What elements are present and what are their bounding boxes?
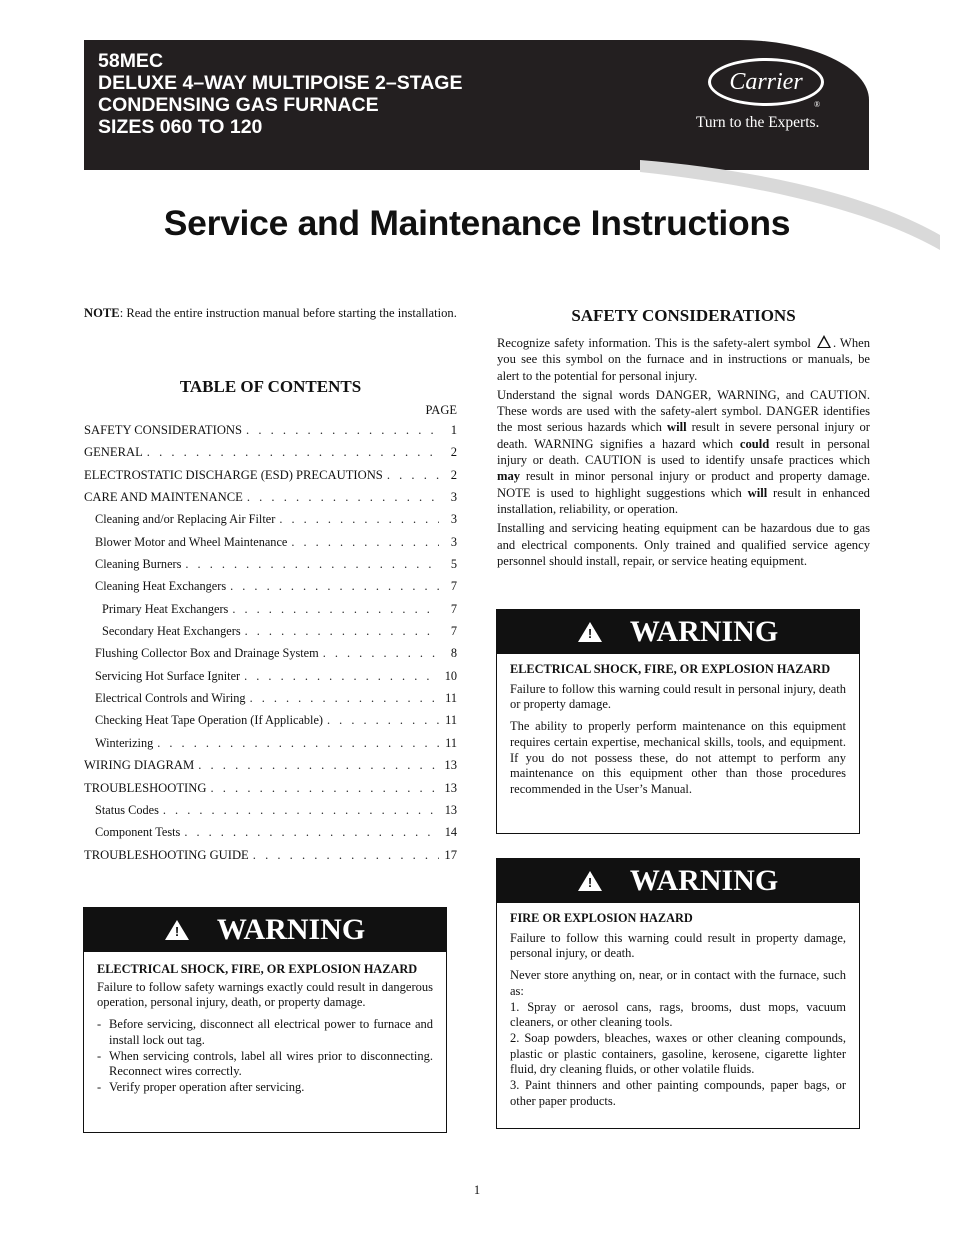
toc-entry-label: Servicing Hot Surface Igniter <box>95 668 241 683</box>
toc-entry-label: Cleaning and/or Replacing Air Filter <box>95 512 276 527</box>
toc-entry <box>84 848 457 870</box>
toc-entry-page: 5 <box>450 557 457 572</box>
warning-header <box>497 610 859 654</box>
warning-text: Never store anything on, near, or in contact with the furnace, such as: <box>510 968 846 998</box>
warning-header <box>84 908 446 952</box>
toc-entry-label: Cleaning Heat Exchangers <box>95 579 227 594</box>
warning-title: WARNING <box>216 913 366 946</box>
toc-entry-page: 3 <box>450 534 457 549</box>
warning-body <box>84 952 446 1104</box>
toc-entry-label: WIRING DIAGRAM <box>84 758 195 773</box>
toc-entry-page: 17 <box>444 847 457 862</box>
table-of-contents <box>84 423 457 870</box>
toc-entry <box>84 557 457 579</box>
toc-entry-label: TROUBLESHOOTING <box>84 780 207 795</box>
safety-paragraph-1: Recognize safety information. This is the safety‐alert symbol . When you see this symbol on the furnace and in instructions or manuals, be alert to the potential for personal injury. <box>497 336 870 383</box>
toc-entry <box>84 646 457 668</box>
registered-mark: ® <box>814 100 821 109</box>
warning-text: Failure to follow this warning could result in property damage, personal injury, or death. <box>510 930 846 961</box>
warning-triangle-icon: ! <box>578 622 602 642</box>
toc-leader-dots <box>327 713 439 728</box>
warning-triangle-icon: ! <box>165 920 189 940</box>
bullet-item: - Before servicing, disconnect all electrical power to furnace and install lock out tag. <box>97 1017 433 1047</box>
toc-entry-page: 2 <box>450 445 457 460</box>
toc-entry-page: 11 <box>445 735 457 750</box>
toc-entry-label: Flushing Collector Box and Drainage System <box>95 646 319 661</box>
toc-entry-label: TROUBLESHOOTING GUIDE <box>84 847 249 862</box>
toc-entry-label: SAFETY CONSIDERATIONS <box>84 423 243 437</box>
toc-entry <box>84 602 457 624</box>
warning-text: Failure to follow safety warnings exactly could result in dangerous operation, personal injury, death, or property damage. <box>97 979 433 1010</box>
toc-entry-page: 14 <box>444 825 457 840</box>
toc-leader-dots <box>323 646 439 661</box>
carrier-logo <box>690 58 850 148</box>
toc-entry <box>84 803 457 825</box>
toc-entry-label: Electrical Controls and Wiring <box>95 691 246 706</box>
toc-leader-dots <box>232 602 439 617</box>
note-text: : Read the entire instruction manual before starting the installation. <box>119 306 457 320</box>
hazard-title: ELECTRICAL SHOCK, FIRE, OR EXPLOSION HAZARD <box>510 662 831 676</box>
toc-page-label: PAGE <box>425 403 457 417</box>
toc-entry-page: 1 <box>450 423 457 437</box>
list-item: 1. Spray or aerosol cans, rags, brooms, dust mops, vacuum cleaners, or other cleaning tools. <box>510 999 846 1030</box>
product-title <box>98 50 462 138</box>
warning-text: Failure to follow this warning could result in personal injury, death or property damage. <box>510 681 846 712</box>
warning-title: WARNING <box>629 864 779 897</box>
toc-entry-label: Cleaning Burners <box>95 557 182 572</box>
toc-entry-page: 7 <box>450 579 457 594</box>
toc-leader-dots <box>279 512 439 527</box>
toc-leader-dots <box>184 825 439 840</box>
warning-text: The ability to properly perform maintenance on this equipment requires certain expertise, mechanical skills, tools, and equipment. If you do not possess these, do not attempt to perform any maintenance on this equipment other than those procedures recommended in the User’s Manual. <box>510 719 846 796</box>
toc-entry <box>84 423 457 445</box>
toc-leader-dots <box>157 736 439 751</box>
note-label: NOTE <box>84 306 120 320</box>
safety-paragraph-3: Installing and servicing heating equipment can be hazardous due to gas and electrical components. Only trained and qualified service agency personnel should install, repair, or service heating equipment. <box>497 521 870 568</box>
toc-entry <box>84 713 457 735</box>
toc-entry <box>84 758 457 780</box>
toc-entry-page: 13 <box>444 802 457 817</box>
toc-entry-label: GENERAL <box>84 445 143 460</box>
toc-entry <box>84 825 457 847</box>
toc-leader-dots <box>250 691 439 706</box>
toc-entry-label: Winterizing <box>95 735 154 750</box>
toc-leader-dots <box>291 535 439 550</box>
toc-leader-dots <box>387 468 439 483</box>
warning-box-electrical-right <box>496 609 860 834</box>
toc-entry <box>84 445 457 467</box>
toc-leader-dots <box>245 624 439 639</box>
toc-entry-page: 13 <box>444 758 457 773</box>
toc-entry-page: 7 <box>450 601 457 616</box>
toc-entry <box>84 624 457 646</box>
warning-box-electrical-left <box>83 907 447 1133</box>
toc-leader-dots <box>230 579 439 594</box>
toc-entry-page: 3 <box>450 490 457 505</box>
safety-paragraph-2: Understand the signal words DANGER, WARNING, and CAUTION. These words are used with the safety‐alert symbol. DANGER identifies the most serious hazards which will result in severe personal injury or death. WARNING signifies a hazard which could result in personal injury or death. CAUTION is used to identify unsafe practices which may result in minor personal injury or product and property damage. NOTE is used to highlight suggestions which will result in enhanced installation, reliability, or operation. <box>497 387 870 516</box>
toc-entry-page: 8 <box>450 646 457 661</box>
bullet-item: - Verify proper operation after servicing. <box>97 1079 305 1094</box>
toc-entry-label: ELECTROSTATIC DISCHARGE (ESD) PRECAUTIONS <box>84 467 383 482</box>
toc-entry-label: CARE AND MAINTENANCE <box>84 490 243 505</box>
toc-entry <box>84 512 457 534</box>
toc-leader-dots <box>185 557 439 572</box>
bullet-item: - When servicing controls, label all wires prior to disconnecting. Reconnect wires correctly. <box>97 1048 433 1079</box>
warning-box-fire <box>496 858 860 1129</box>
toc-entry-page: 11 <box>445 713 457 728</box>
warning-body <box>497 654 859 812</box>
logo-tagline: Turn to the Experts. <box>696 114 820 131</box>
safety-text <box>497 335 870 572</box>
toc-entry-label: Status Codes <box>95 802 159 817</box>
product-line-2: DELUXE 4–WAY MULTIPOISE 2–STAGE <box>98 72 463 94</box>
toc-entry-label: Secondary Heat Exchangers <box>102 624 241 639</box>
toc-entry <box>84 669 457 691</box>
product-line-3: CONDENSING GAS FURNACE <box>98 94 379 116</box>
toc-entry <box>84 579 457 601</box>
page-number: 1 <box>473 1183 481 1197</box>
list-item: 2. Soap powders, bleaches, waxes or other cleaning compounds, plastic or plastic containers, gasoline, kerosene, cigarette lighter fluid, dry cleaning fluids, or other volatile fluids. <box>510 1030 846 1077</box>
toc-leader-dots <box>210 781 439 796</box>
product-model: 58MEC <box>98 50 164 72</box>
product-sizes: SIZES 060 TO 120 <box>98 116 263 138</box>
toc-leader-dots <box>163 803 439 818</box>
logo-text: Carrier <box>729 68 803 95</box>
toc-entry <box>84 535 457 557</box>
hazard-title: FIRE OR EXPLOSION HAZARD <box>510 911 693 925</box>
warning-triangle-icon: ! <box>578 871 602 891</box>
warning-body <box>497 903 859 1117</box>
toc-heading: TABLE OF CONTENTS <box>179 377 362 396</box>
warning-title: WARNING <box>629 615 779 648</box>
toc-entry-page: 11 <box>445 691 457 706</box>
note-paragraph <box>84 305 457 322</box>
toc-entry-page: 13 <box>444 780 457 795</box>
toc-entry <box>84 468 457 490</box>
toc-entry-page: 2 <box>450 467 457 482</box>
toc-entry-page: 10 <box>444 668 457 683</box>
page-title: Service and Maintenance Instructions <box>163 203 791 243</box>
toc-leader-dots <box>253 848 439 863</box>
logo-oval <box>708 58 824 106</box>
warning-header <box>497 859 859 903</box>
toc-leader-dots <box>244 669 439 684</box>
toc-entry-label: Blower Motor and Wheel Maintenance <box>95 534 288 549</box>
toc-leader-dots <box>246 423 439 438</box>
toc-leader-dots <box>198 758 439 773</box>
toc-entry-page: 7 <box>450 624 457 639</box>
toc-leader-dots <box>147 445 439 460</box>
toc-leader-dots <box>247 490 439 505</box>
hazard-title: ELECTRICAL SHOCK, FIRE, OR EXPLOSION HAZARD <box>97 962 418 976</box>
safety-heading: SAFETY CONSIDERATIONS <box>571 306 796 325</box>
toc-entry <box>84 736 457 758</box>
safety-alert-icon <box>817 335 831 348</box>
toc-entry <box>84 691 457 713</box>
toc-entry-page: 3 <box>450 512 457 527</box>
toc-entry <box>84 490 457 512</box>
toc-entry-label: Primary Heat Exchangers <box>102 601 229 616</box>
toc-entry <box>84 781 457 803</box>
toc-entry-label: Checking Heat Tape Operation (If Applicable) <box>95 713 324 728</box>
list-item: 3. Paint thinners and other painting compounds, paper bags, or other paper products. <box>510 1078 846 1108</box>
toc-entry-label: Component Tests <box>95 825 181 840</box>
